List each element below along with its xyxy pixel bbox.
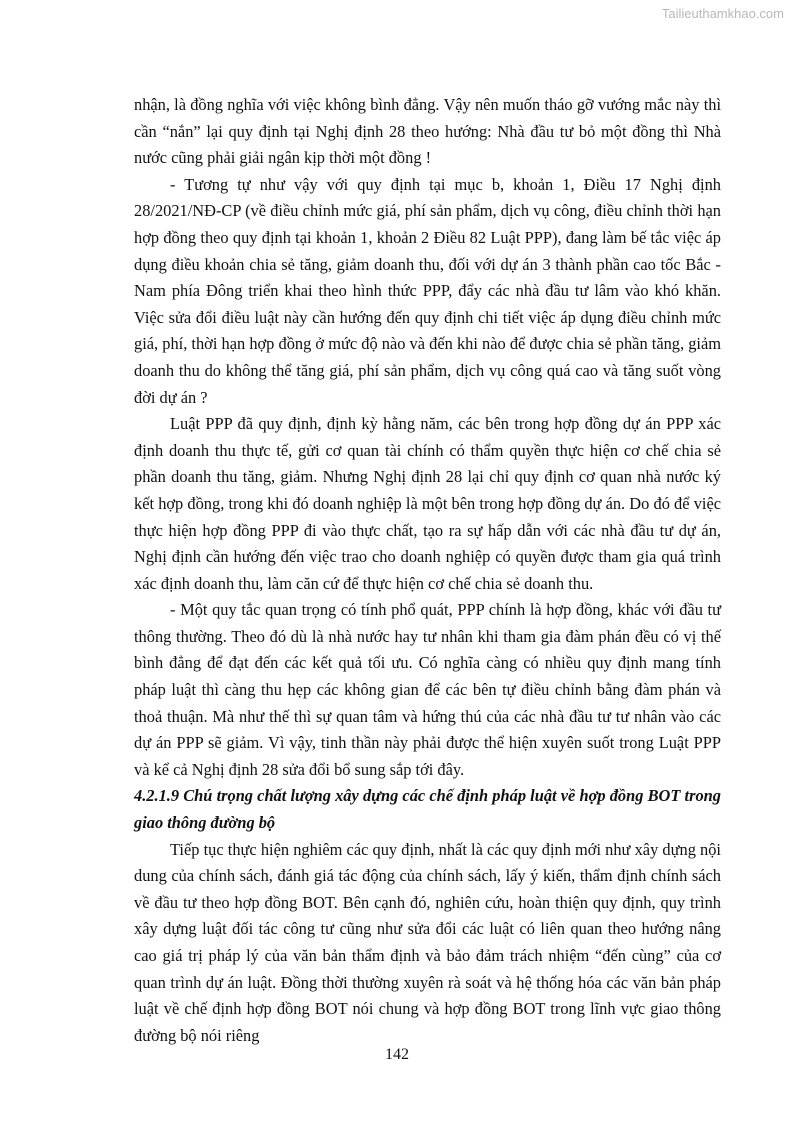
paragraph: - Một quy tắc quan trọng có tính phổ quát, PPP chính là hợp đồng, khác với đầu tư thông thường. Theo đó dù là nhà nước hay tư nhân khi tham gia đàm phán đều có vị thế bình đẳng để đạt đến các kết quả tối ưu. Có nghĩa càng có nhiều quy định mang tính pháp luật thì càng thu hẹp các không gian để các bên tự điều chỉnh bằng đàm phán và thoả thuận. Mà như thế thì sự quan tâm và hứng thú của các nhà đầu tư tư nhân vào các dự án PPP sẽ giảm. Vì vậy, tinh thần này phải được thể hiện xuyên suốt trong Luật PPP và kể cả Nghị định 28 sửa đổi bổ sung sắp tới đây. xyxy=(134,600,721,779)
section-heading: 4.2.1.9 Chú trọng chất lượng xây dựng các chế định pháp luật về hợp đồng BOT trong giao thông đường bộ xyxy=(134,786,721,833)
document-body xyxy=(134,92,721,1049)
paragraph: nhận, là đồng nghĩa với việc không bình đẳng. Vậy nên muốn tháo gỡ vướng mắc này thì cần “nắn” lại quy định tại Nghị định 28 theo hướng: Nhà đầu tư bỏ một đồng thì Nhà nước cũng phải giải ngân kịp thời một đồng ! xyxy=(134,95,721,168)
paragraph: - Tương tự như vậy với quy định tại mục b, khoản 1, Điều 17 Nghị định 28/2021/NĐ-CP (về điều chỉnh mức giá, phí sản phẩm, dịch vụ công, điều chỉnh thời hạn hợp đồng theo quy định tại khoản 1, khoản 2 Điều 82 Luật PPP), đang làm bế tắc việc áp dụng điều khoản chia sẻ tăng, giảm doanh thu, đối với dự án 3 thành phần cao tốc Bắc - Nam phía Đông triển khai theo hình thức PPP, đẩy các nhà đầu tư lâm vào khó khăn. Việc sửa đổi điều luật này cần hướng đến quy định chi tiết việc áp dụng điều chỉnh mức giá, phí, thời hạn hợp đồng ở mức độ nào và đến khi nào để được chia sẻ phần tăng, giảm doanh thu do không thể tăng giá, phí sản phẩm, dịch vụ công quá cao và tăng suốt vòng đời dự án ? xyxy=(134,174,721,407)
paragraph: Tiếp tục thực hiện nghiêm các quy định, nhất là các quy định mới như xây dựng nội dung của chính sách, đánh giá tác động của chính sách, lấy ý kiến, thẩm định chính sách về đầu tư theo hợp đồng BOT. Bên cạnh đó, nghiên cứu, hoàn thiện quy định, quy trình xây dựng luật đối tác công tư cũng như sửa đổi các luật có liên quan theo hướng nâng cao giá trị pháp lý của văn bản thẩm định và bảo đảm trách nhiệm “đến cùng” của cơ quan trình dự án luật. Đồng thời thường xuyên rà soát và hệ thống hóa các văn bản pháp luật về chế định hợp đồng BOT nói chung và hợp đồng BOT trong lĩnh vực giao thông đường bộ nói riêng xyxy=(134,839,721,1045)
page-number: 142 xyxy=(385,1046,409,1063)
paragraph: Luật PPP đã quy định, định kỳ hằng năm, các bên trong hợp đồng dự án PPP xác định doanh thu thực tế, gửi cơ quan tài chính có thẩm quyền thực hiện cơ chế chia sẻ phần doanh thu tăng, giảm. Nhưng Nghị định 28 lại chỉ quy định cơ quan nhà nước ký kết hợp đồng, trong khi đó doanh nghiệp là một bên trong hợp đồng dự án. Do đó để việc thực hiện hợp đồng PPP đi vào thực chất, tạo ra sự hấp dẫn với các nhà đầu tư dự án, Nghị định cần hướng đến việc trao cho doanh nghiệp có quyền được tham gia quá trình xác định doanh thu, làm căn cứ để thực hiện cơ chế chia sẻ doanh thu. xyxy=(134,414,721,593)
watermark-text: Tailieuthamkhao.com xyxy=(661,6,784,21)
